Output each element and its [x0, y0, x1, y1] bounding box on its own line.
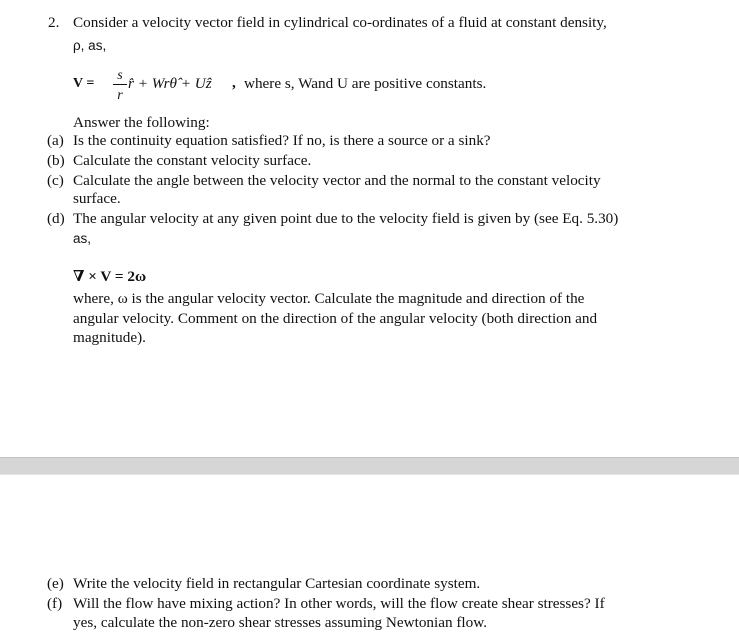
part-d-text-2: as, — [73, 231, 92, 246]
answer-heading: Answer the following: — [73, 114, 210, 131]
intro-line: Consider a velocity vector field in cylindrical co-ordinates of a fluid at constant density, — [73, 14, 607, 31]
part-f-text-1: Will the flow have mixing action? In other words, will the flow create shear stresses? If — [73, 595, 605, 612]
part-b-text: Calculate the constant velocity surface. — [73, 152, 312, 169]
part-e-text: Write the velocity field in rectangular Cartesian coordinate system. — [73, 575, 481, 592]
part-c-label: (c) — [47, 172, 64, 189]
part-d-cont-3: magnitude). — [73, 329, 146, 346]
eq-numerator: s — [117, 68, 123, 83]
part-a-label: (a) — [47, 132, 64, 149]
page-divider — [0, 457, 739, 475]
part-d-text-1: The angular velocity at any given point due to the velocity field is given by (see Eq. 5.30) — [73, 210, 619, 227]
question-number: 2. — [48, 14, 60, 31]
part-e-label: (e) — [47, 575, 64, 592]
eq-terms: r̂ + Wrθ̂ + Uẑ — [128, 75, 212, 92]
part-a-text: Is the continuity equation satisfied? If no, is there a source or a sink? — [73, 132, 491, 149]
part-c-text-1: Calculate the angle between the velocity vector and the normal to the constant velocity — [73, 172, 601, 189]
eq-denominator: r — [117, 88, 123, 103]
density-symbol: ρ, as, — [73, 38, 107, 53]
eq-note: where s, Wand U are positive constants. — [244, 75, 487, 92]
part-f-label: (f) — [47, 595, 63, 612]
part-d-label: (d) — [47, 210, 65, 227]
part-d-cont-1: where, ω is the angular velocity vector. Calculate the magnitude and direction of the — [73, 290, 585, 307]
part-d-cont-2: angular velocity. Comment on the direction of the angular velocity (both direction and — [73, 310, 598, 327]
curl-equation: ∇ × V = 2ω — [73, 268, 147, 285]
fraction-bar — [113, 84, 127, 85]
part-c-text-2: surface. — [73, 190, 121, 207]
eq-lhs: V = — [73, 76, 95, 91]
part-b-label: (b) — [47, 152, 65, 169]
part-f-text-2: yes, calculate the non-zero shear stresses assuming Newtonian flow. — [73, 614, 488, 631]
eq-comma: , — [232, 74, 236, 91]
